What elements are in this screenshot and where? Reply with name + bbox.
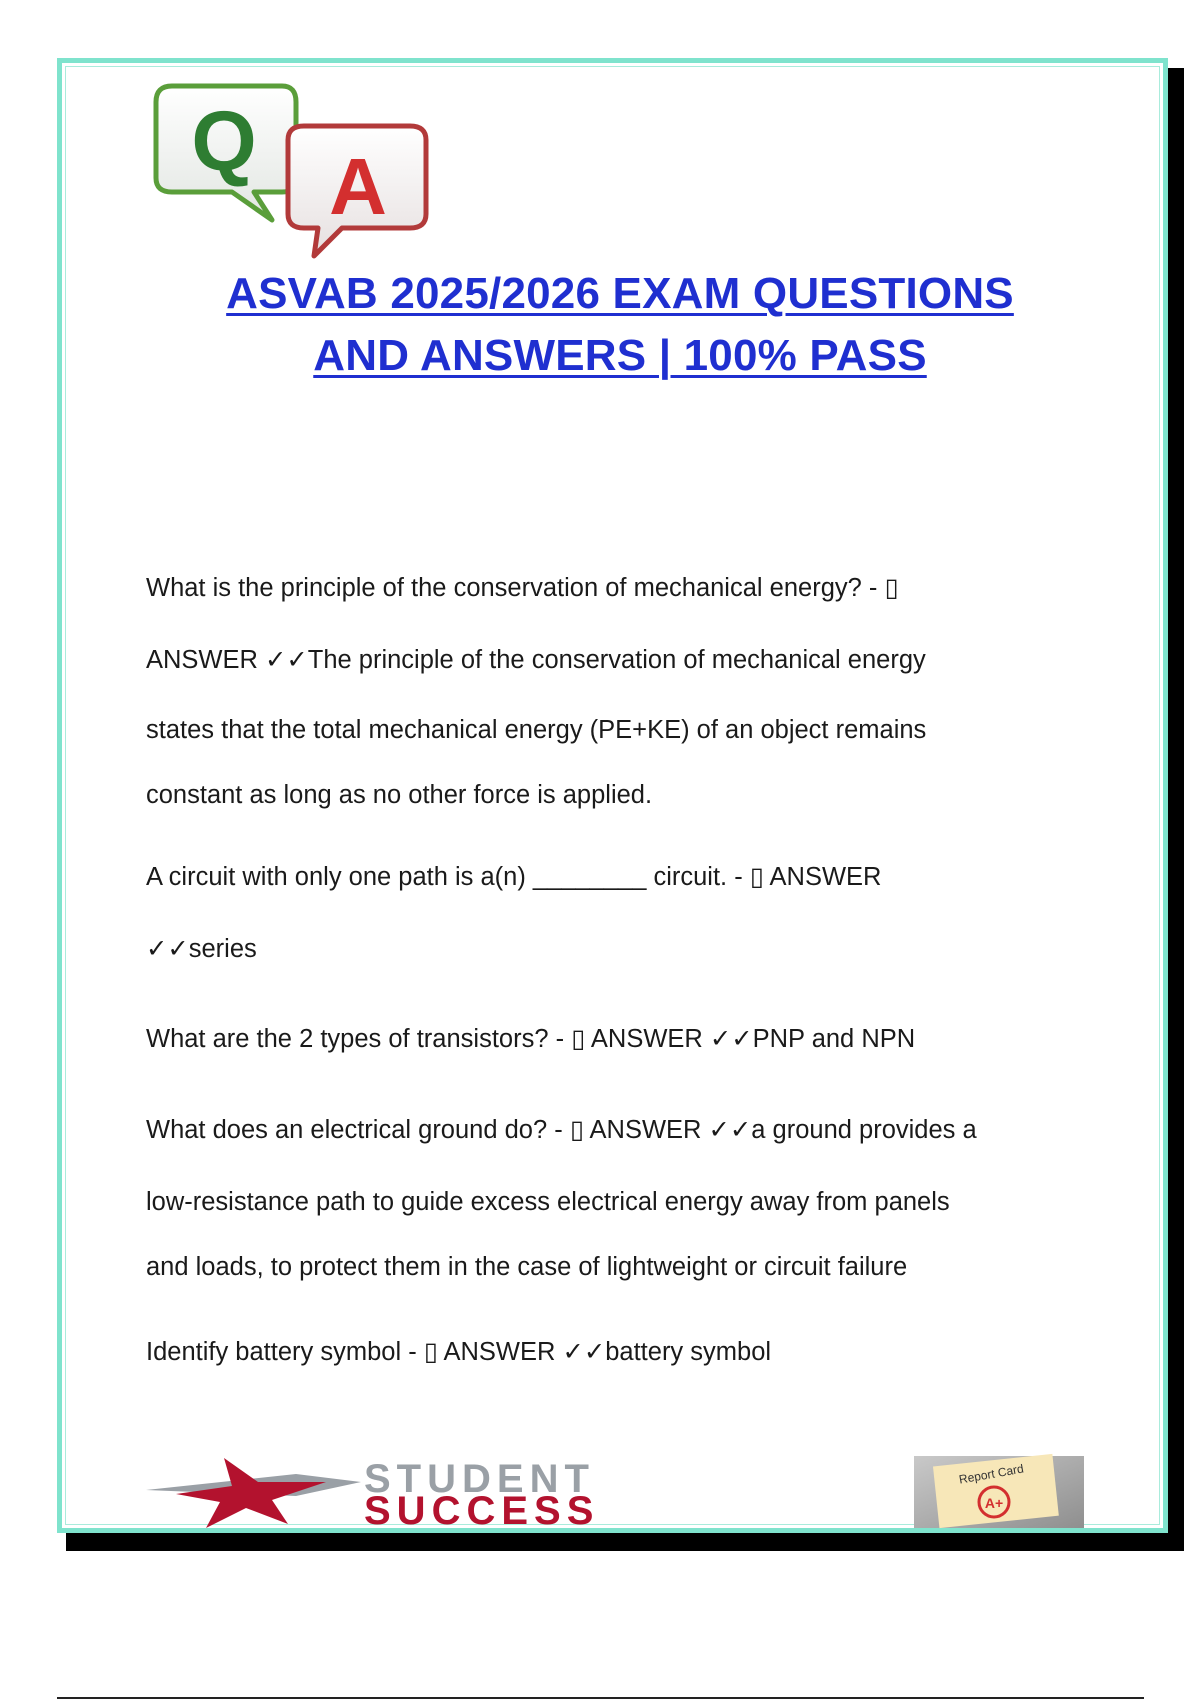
brand-word-student: STUDENT bbox=[364, 1457, 595, 1501]
qa-1-line-3: states that the total mechanical energy (PE+KE) of an object remains bbox=[146, 716, 927, 744]
qa-3-line-1: What are the 2 types of transistors? - ▯ ANSWER ✓✓PNP and NPN bbox=[146, 1025, 916, 1053]
qa-1-line-4: constant as long as no other force is applied. bbox=[146, 781, 653, 809]
qa-2-line-1: A circuit with only one path is a(n) ________ circuit. - ▯ ANSWER bbox=[146, 863, 882, 891]
document-title-line-2: AND ANSWERS | 100% PASS bbox=[313, 331, 927, 380]
student-success-banner bbox=[146, 1452, 1086, 1532]
star-swoosh-icon bbox=[146, 1458, 361, 1528]
qa-4-line-1: What does an electrical ground do? - ▯ ANSWER ✓✓a ground provides a bbox=[146, 1116, 977, 1144]
q-bubble bbox=[156, 86, 296, 220]
qa-1-line-2: ANSWER ✓✓The principle of the conservation of mechanical energy bbox=[146, 646, 926, 674]
a-bubble bbox=[288, 126, 426, 256]
document-title-line-1: ASVAB 2025/2026 EXAM QUESTIONS bbox=[226, 269, 1014, 318]
q-letter: Q bbox=[191, 94, 257, 188]
brand-word-success: SUCCESS bbox=[364, 1489, 600, 1532]
a-letter: A bbox=[329, 142, 387, 231]
qa-4-line-3: and loads, to protect them in the case of lightweight or circuit failure bbox=[146, 1253, 908, 1281]
qa-2-line-2: ✓✓series bbox=[146, 935, 257, 963]
qa-5-line-1: Identify battery symbol - ▯ ANSWER ✓✓battery symbol bbox=[146, 1338, 772, 1366]
footer-rule bbox=[57, 1697, 1144, 1699]
report-card-icon bbox=[914, 1454, 1084, 1528]
qa-1-line-1: What is the principle of the conservation of mechanical energy? - ▯ bbox=[146, 574, 899, 602]
qa-4-line-2: low-resistance path to guide excess electrical energy away from panels bbox=[146, 1188, 950, 1216]
qa-logo bbox=[146, 82, 456, 262]
report-card-grade: A+ bbox=[984, 1495, 1004, 1511]
report-card-label: Report Card bbox=[957, 1461, 1025, 1487]
